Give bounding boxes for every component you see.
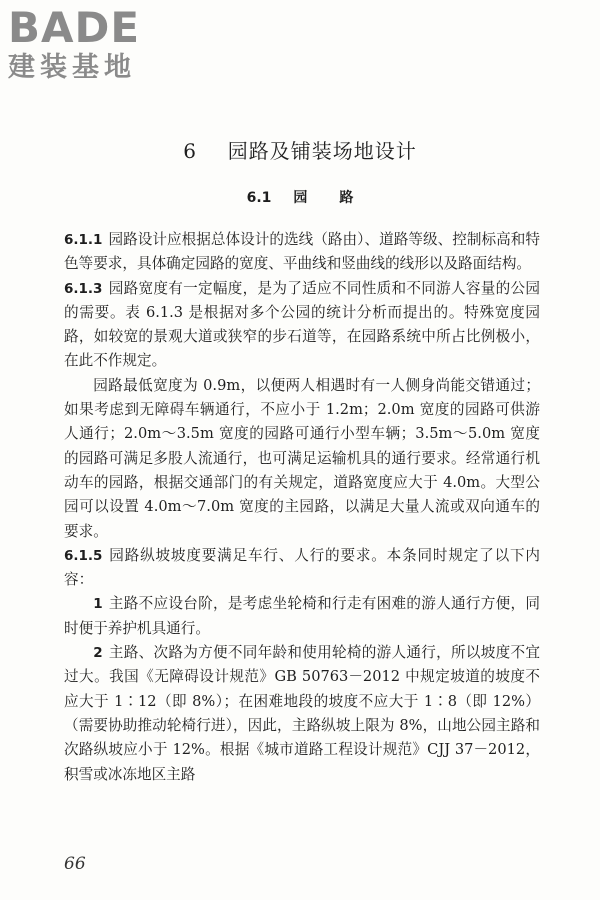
- bade-logo: [8, 3, 178, 84]
- logo-brand: BADE: [8, 3, 141, 52]
- item-number: 1: [93, 596, 103, 613]
- logo-subtitle: 建装基地: [8, 52, 136, 83]
- paragraph-text: 园路最低宽度为 0.9m，以便两人相遇时有一人侧身尚能交错通过；如果考虑到无障碍车辆通行，不应小于 1.2m；2.0m 宽度的园路可供游人通行；2.0m～3.5m 宽度的园路可通行小型车辆；3.5m～5.0m 宽度的园路可满足多股人流通行，也可满足运输机具的通行要求。经常通行机动车的园路，根据交通部门的有关规定，道路宽度应大于 4.0m。大型公园可以设置 4.0m～7.0m 宽度的主园路，以满足大量人流或双向通车的要求。: [64, 376, 540, 540]
- section-title-char-1: 园: [293, 190, 308, 206]
- clause-6-1-3: [64, 277, 540, 374]
- list-item-2: [64, 641, 540, 787]
- body-text: [64, 228, 540, 787]
- item-text: 主路、次路为方便不同年龄和使用轮椅的游人通行，所以坡度不宜过大。我国《无障碍设计规范》GB 50763－2012 中规定坡道的坡度不应大于 1∶12（即 8%）；在困难地段的坡度不应大于 1∶8（即 12%）（需要协助推动轮椅行进），因此，主路纵坡上限为 8%，山地公园主路和次路纵坡应小于 12%。根据《城市道路工程设计规范》CJJ 37－2012，积雪或冰冻地区主路: [64, 644, 540, 783]
- clause-6-1-5: [64, 544, 540, 593]
- list-item-1: [64, 592, 540, 641]
- clause-number: 6.1.3: [64, 280, 103, 297]
- clause-text: 园路纵坡坡度要满足车行、人行的要求。本条同时规定了以下内容：: [64, 546, 540, 589]
- section-title: [0, 187, 600, 207]
- section-title-char-2: 路: [339, 190, 354, 206]
- clause-text: 园路宽度有一定幅度，是为了适应不同性质和不同游人容量的公园的需要。表 6.1.3 是根据对多个公园的统计分析而提出的。特殊宽度园路，如较宽的景观大道或狭窄的步石道等，在园路系统中所占比例极小，在此不作规定。: [64, 279, 540, 370]
- clause-6-1-1: [64, 228, 540, 277]
- clause-number: 6.1.1: [64, 232, 103, 248]
- item-text: 主路不应设台阶，是考虑坐轮椅和行走有困难的游人通行方便，同时便于养护机具通行。: [64, 595, 540, 637]
- item-number: 2: [93, 645, 103, 662]
- chapter-title: [0, 135, 600, 164]
- section-number: 6.1: [246, 190, 272, 206]
- chapter-number: 6: [183, 139, 197, 163]
- page-number: 66: [64, 854, 86, 874]
- chapter-title-text: 园路及铺装场地设计: [227, 139, 417, 163]
- clause-text: 园路设计应根据总体设计的选线（路由）、道路等级、控制标高和特色等要求，具体确定园路的宽度、平曲线和竖曲线的线形以及路面结构。: [64, 231, 540, 273]
- clause-number: 6.1.5: [64, 547, 103, 564]
- paragraph-width-details: [64, 374, 540, 544]
